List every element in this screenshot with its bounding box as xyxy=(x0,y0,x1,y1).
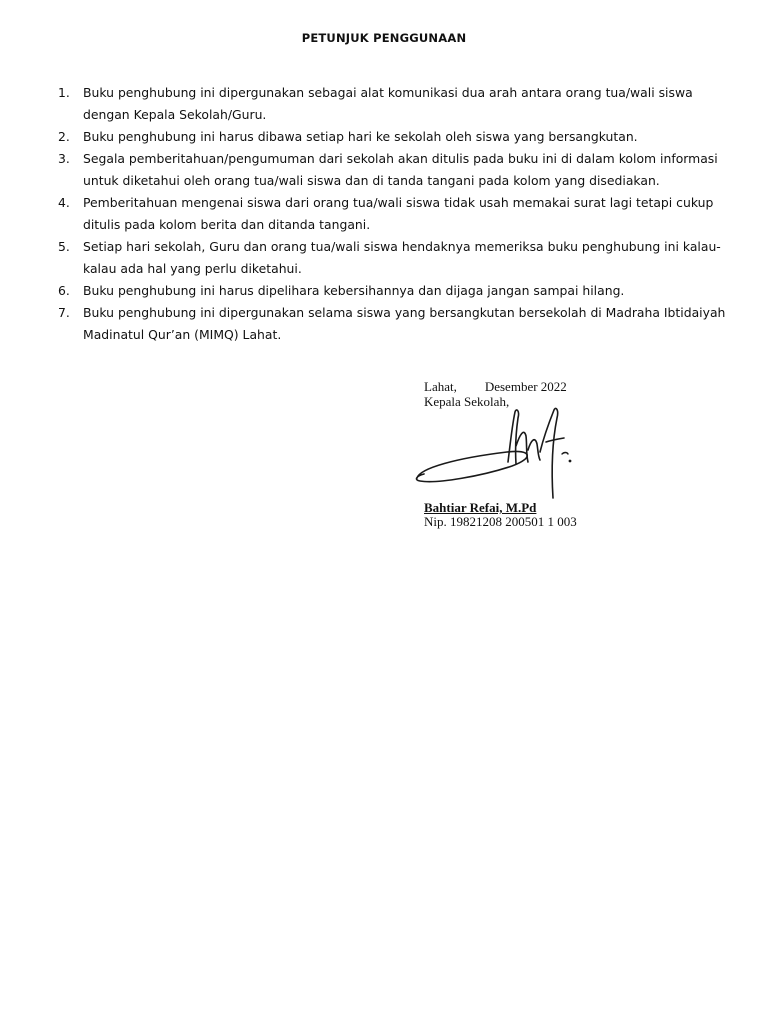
list-item-number: 5. xyxy=(58,239,70,254)
signatory-name: Bahtiar Refai, M.Pd xyxy=(424,500,537,515)
list-item xyxy=(58,280,734,302)
handwritten-signature xyxy=(412,406,582,506)
list-item-text: Buku penghubung ini harus dipelihara kebersihannya dan dijaga jangan sampai hilang. xyxy=(83,283,625,298)
list-item xyxy=(58,82,734,126)
list-item xyxy=(58,126,734,148)
list-item-text: Segala pemberitahuan/pengumuman dari sekolah akan ditulis pada buku ini di dalam kolom informasi untuk diketahui oleh orang tua/wali siswa dan di tanda tangani pada kolom yang disediakan. xyxy=(83,151,718,188)
list-item-number: 7. xyxy=(58,305,70,320)
list-item xyxy=(58,148,734,192)
list-item-number: 3. xyxy=(58,151,70,166)
list-item-number: 6. xyxy=(58,283,70,298)
document-title: PETUNJUK PENGGUNAAN xyxy=(301,31,467,45)
list-item-text: Buku penghubung ini dipergunakan selama siswa yang bersangkutan bersekolah di Madraha Ibtidaiyah Madinatul Qur’an (MIMQ) Lahat. xyxy=(83,305,726,342)
list-item-number: 4. xyxy=(58,195,70,210)
place-text: Lahat, xyxy=(424,379,457,394)
list-item-text: Setiap hari sekolah, Guru dan orang tua/wali siswa hendaknya memeriksa buku penghubung ini kalau-kalau ada hal yang perlu diketahui. xyxy=(83,239,721,276)
list-item xyxy=(58,302,734,346)
list-item-text: Buku penghubung ini dipergunakan sebagai alat komunikasi dua arah antara orang tua/wali siswa dengan Kepala Sekolah/Guru. xyxy=(83,85,693,122)
list-item-number: 1. xyxy=(58,85,70,100)
list-item xyxy=(58,236,734,280)
list-item xyxy=(58,192,734,236)
date-text: Desember 2022 xyxy=(484,379,567,394)
list-item-text: Pemberitahuan mengenai siswa dari orang tua/wali siswa tidak usah memakai surat lagi tetapi cukup ditulis pada kolom berita dan ditanda tangani. xyxy=(83,195,714,232)
position-text: Kepala Sekolah, xyxy=(424,393,510,409)
place-date-line xyxy=(424,380,724,395)
signature-header xyxy=(424,380,724,409)
usage-rules-list xyxy=(58,82,734,346)
list-item-number: 2. xyxy=(58,129,70,144)
list-item-text: Buku penghubung ini harus dibawa setiap hari ke sekolah oleh siswa yang bersangkutan. xyxy=(83,129,638,144)
signatory-nip: Nip. 19821208 200501 1 003 xyxy=(424,514,577,529)
